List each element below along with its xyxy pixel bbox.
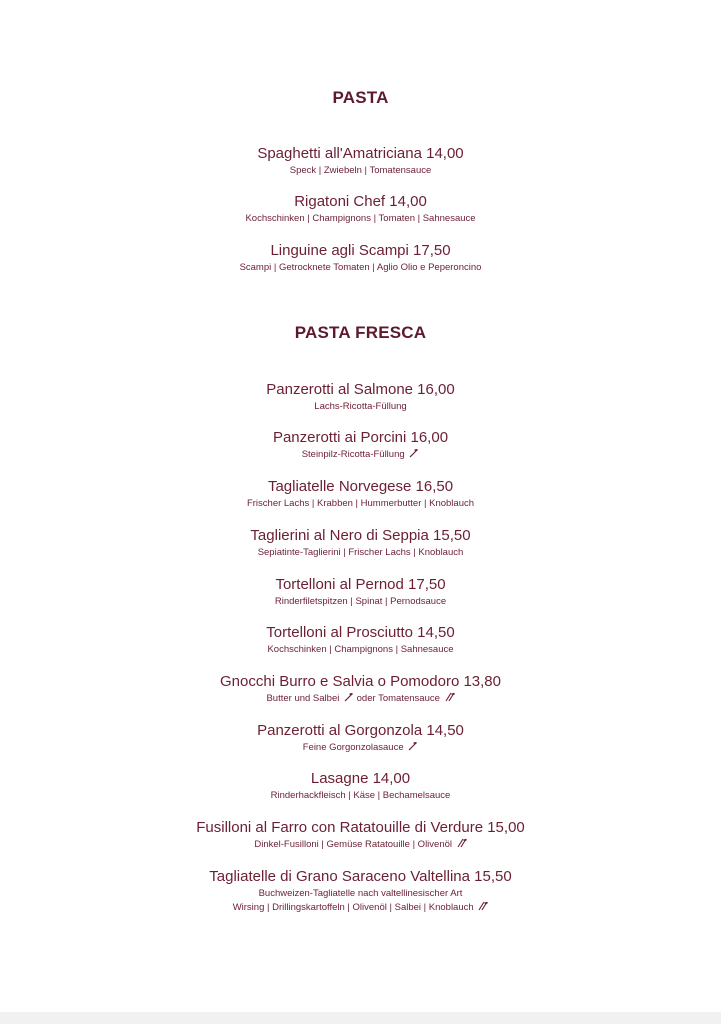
menu-item — [0, 575, 721, 609]
menu-item-title: Lasagne 14,00 — [310, 770, 411, 787]
vegetarian-icon — [344, 692, 354, 702]
menu-item-description: Steinpilz-Ricotta-Füllung — [301, 449, 405, 460]
menu-item-title: Rigatoni Chef 14,00 — [294, 193, 427, 210]
page-bottom-band — [0, 1012, 721, 1024]
menu-item-title: Panzerotti al Salmone 16,00 — [266, 381, 455, 398]
menu-item — [0, 867, 721, 915]
menu-item — [0, 380, 721, 414]
menu-item-description-row — [0, 692, 721, 706]
vegetarian-icon — [408, 741, 418, 751]
menu-item-description: Rinderhackfleisch | Käse | Bechamelsauce — [270, 790, 451, 801]
menu-item — [0, 241, 721, 275]
menu-item — [0, 526, 721, 560]
menu-item-description: Frischer Lachs | Krabben | Hummerbutter | Knoblauch — [246, 498, 475, 509]
menu-item-title: Panzerotti ai Porcini 16,00 — [272, 429, 449, 446]
menu-item — [0, 769, 721, 803]
menu-item-description: Wirsing | Drillingskartoffeln | Olivenöl | Salbei | Knoblauch — [232, 902, 474, 913]
menu-item-description: Sepiatinte-Taglierini | Frischer Lachs | Knoblauch — [257, 547, 464, 558]
menu-item — [0, 672, 721, 706]
menu-item-title: Panzerotti al Gorgonzola 14,50 — [257, 722, 464, 739]
menu-item-title: Tortelloni al Prosciutto 14,50 — [266, 624, 455, 641]
menu-item-title: Tortelloni al Pernod 17,50 — [275, 576, 446, 593]
menu-item-title: Linguine agli Scampi 17,50 — [270, 242, 451, 259]
menu-item-description: Lachs-Ricotta-Füllung — [314, 401, 407, 412]
menu-item — [0, 192, 721, 226]
vegan-icon — [457, 838, 467, 848]
menu-item-description: Dinkel-Fusilloni | Gemüse Ratatouille | Olivenöl — [254, 839, 452, 850]
menu-item-description: Rinderfiletspitzen | Spinat | Pernodsauce — [274, 596, 447, 607]
vegetarian-icon — [409, 448, 419, 458]
menu-item-description-row — [0, 741, 721, 755]
menu-item-title: Spaghetti all'Amatriciana 14,00 — [257, 145, 464, 162]
menu-item — [0, 477, 721, 511]
menu-item-description: Scampi | Getrocknete Tomaten | Aglio Olio e Peperoncino — [239, 262, 482, 273]
menu-item — [0, 721, 721, 755]
menu-item-description: Kochschinken | Champignons | Sahnesauce — [267, 644, 454, 655]
menu-item-title: Taglierini al Nero di Seppia 15,50 — [250, 527, 471, 544]
menu-item-title: Tagliatelle Norvegese 16,50 — [267, 478, 454, 495]
menu-item-description: Buchweizen-Tagliatelle nach valtellinesischer Art — [258, 888, 463, 899]
menu-item-description: Kochschinken | Champignons | Tomaten | Sahnesauce — [245, 213, 476, 224]
menu-item-description: Butter und Salbei — [266, 693, 340, 704]
menu-item-description-row — [0, 448, 721, 462]
menu-item-description-row — [0, 901, 721, 915]
menu-item — [0, 144, 721, 178]
menu-item — [0, 428, 721, 462]
menu-item-description: Speck | Zwiebeln | Tomatensauce — [289, 165, 432, 176]
menu-item-description: Feine Gorgonzolasauce — [302, 742, 404, 753]
vegan-icon — [445, 692, 455, 702]
section-title-pasta: PASTA — [332, 88, 389, 107]
menu-item-title: Gnocchi Burro e Salvia o Pomodoro 13,80 — [220, 673, 501, 690]
vegan-icon — [478, 901, 488, 911]
section-title-pasta-fresca: PASTA FRESCA — [294, 323, 427, 342]
menu-item-description-row — [0, 838, 721, 852]
menu-item — [0, 623, 721, 657]
menu-item — [0, 818, 721, 852]
menu-item-title: Fusilloni al Farro con Ratatouille di Verdure 15,00 — [196, 819, 525, 836]
menu-item-title: Tagliatelle di Grano Saraceno Valtellina 15,50 — [209, 868, 512, 885]
menu-item-description: oder Tomatensauce — [356, 693, 440, 704]
